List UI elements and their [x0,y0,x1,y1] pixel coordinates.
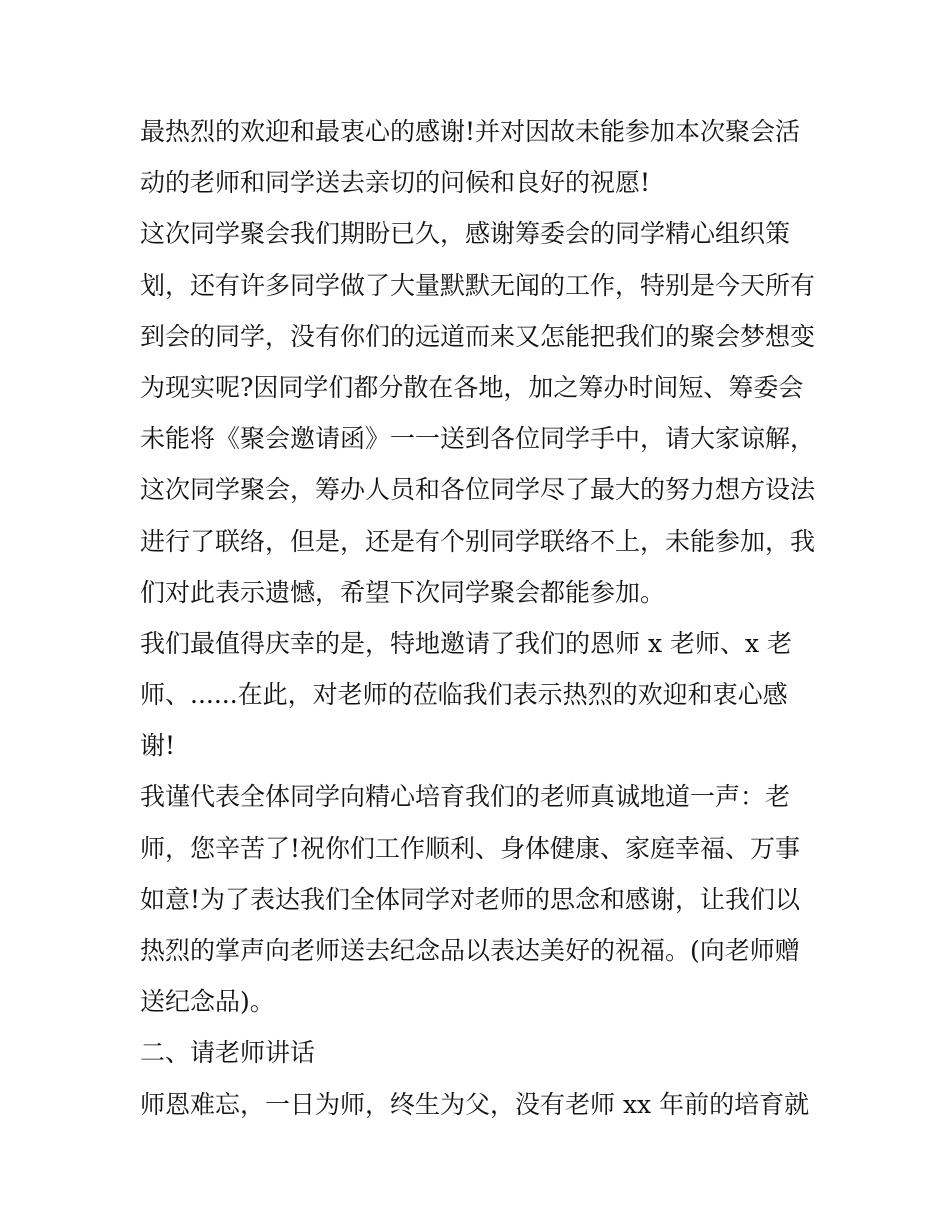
text-line: 师，您辛苦了!祝你们工作顺利、身体健康、家庭幸福、万事 [140,833,801,863]
text-line: 划，还有许多同学做了大量默默无闻的工作，特别是今天所有 [140,270,816,300]
text-line: 师恩难忘，一日为师，终生为父，没有老师 xx 年前的培育就 [140,1089,810,1119]
text-line: 动的老师和同学送去亲切的问候和良好的祝愿! [140,168,651,198]
text-line: 热烈的掌声向老师送去纪念品以表达美好的祝福。(向老师赠 [140,936,800,965]
text-line: 送纪念品)。 [140,987,275,1017]
text-line: 到会的同学，没有你们的远道而来又怎能把我们的聚会梦想变 [140,321,816,351]
text-line: 为现实呢?因同学们都分散在各地，加之筹办时间短、筹委会 [140,372,804,402]
text-line: 这次同学聚会，筹办人员和各位同学尽了最大的努力想方设法 [140,475,816,505]
text-line: 未能将《聚会邀请函》一一送到各位同学手中，请大家谅解， [140,424,816,454]
text-line: 我们最值得庆幸的是，特地邀请了我们的恩师 x 老师、x 老 [140,628,793,658]
text-line: 谢! [140,731,176,761]
text-line: 我谨代表全体同学向精心培育我们的老师真诚地道一声：老 [140,782,791,812]
text-line: 进行了联络，但是，还是有个别同学联络不上，未能参加，我 [140,526,816,556]
text-line: 最热烈的欢迎和最衷心的感谢!并对因故未能参加本次聚会活 [140,117,801,146]
text-line: 这次同学聚会我们期盼已久，感谢筹委会的同学精心组织策 [140,219,791,249]
document-body [140,106,820,1130]
text-line: 师、......在此，对老师的莅临我们表示热烈的欢迎和衷心感 [140,680,788,710]
text-line: 们对此表示遗憾，希望下次同学聚会都能参加。 [140,577,666,607]
text-line: 如意!为了表达我们全体同学对老师的思念和感谢，让我们以 [140,884,801,914]
section-heading: 二、请老师讲话 [140,1038,316,1068]
